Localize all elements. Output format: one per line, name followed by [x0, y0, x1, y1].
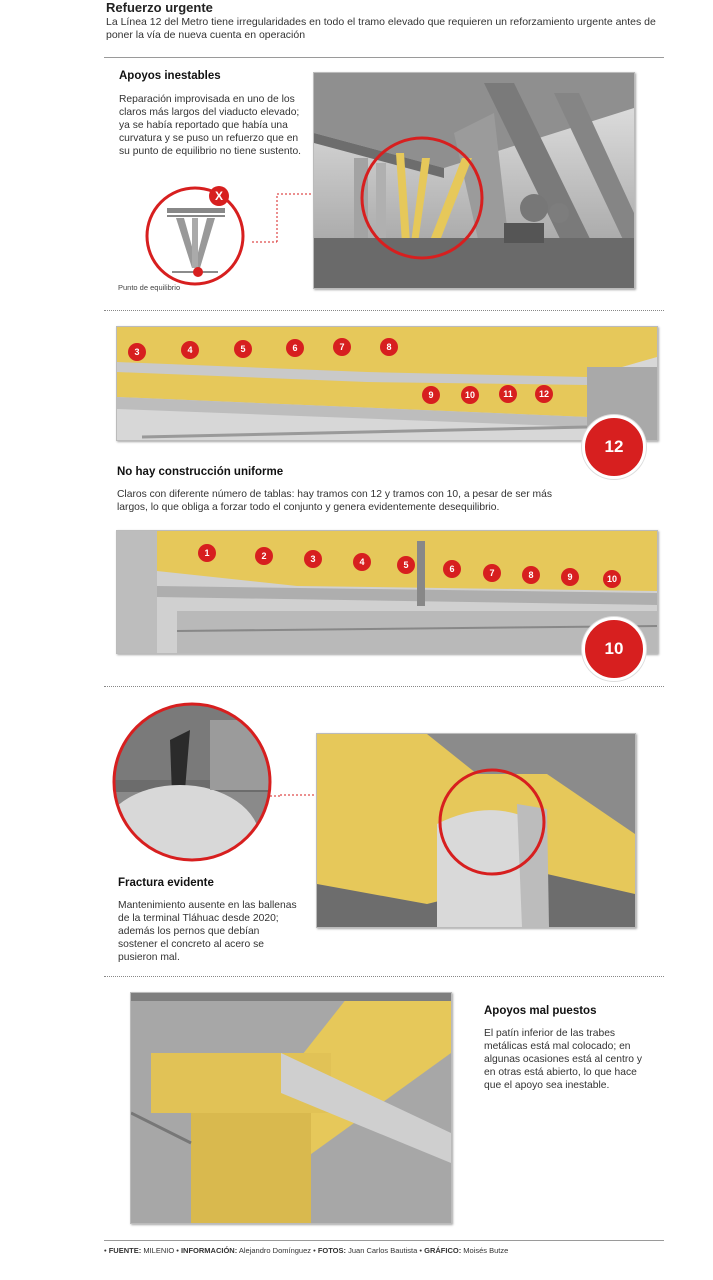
plank-number: 10	[464, 390, 476, 400]
page-title: Refuerzo urgente	[106, 0, 213, 15]
diagram-beam	[167, 208, 225, 213]
section-divider-3	[104, 976, 664, 977]
plank-number: 5	[240, 344, 246, 354]
header-divider	[104, 57, 664, 58]
plank-number: 5	[403, 560, 409, 570]
plank-number: 9	[428, 390, 434, 400]
girder-photo-12	[116, 326, 658, 441]
section4-body: El patín inferior de las trabes metálicas está mal colocado; en algunas ocasiones está al centro y en otras está abierto, lo que hace que el apoyo sea inestable.	[484, 1028, 642, 1091]
section4-heading: Apoyos mal puestos	[484, 1005, 597, 1017]
plank-number: 3	[134, 347, 140, 357]
diagram-beam-lower	[167, 215, 225, 217]
plank-count-badge-12: 12	[582, 415, 646, 479]
equilibrium-label: Punto de equilibrio	[118, 283, 181, 292]
credit-value: Moisés Butze	[463, 1246, 509, 1255]
plank-number: 4	[187, 345, 193, 355]
section-divider-1	[104, 310, 664, 311]
plank-number: 4	[359, 557, 365, 567]
credit-value: Juan Carlos Bautista	[348, 1246, 418, 1255]
section1-heading: Apoyos inestables	[119, 70, 221, 82]
credits: • FUENTE: MILENIO • INFORMACIÓN: Alejandro Domínguez • FOTOS: Juan Carlos Bautista • GRÁFICO: Moisés Butze	[104, 1246, 509, 1255]
plank-number: 9	[567, 572, 573, 582]
beam-junction-photo	[130, 992, 452, 1224]
viaduct-photo	[313, 72, 635, 289]
plank-number: 12	[538, 389, 550, 399]
section2-heading: No hay construcción uniforme	[117, 466, 284, 478]
plank-number: 6	[292, 343, 298, 353]
section-divider-2	[104, 686, 664, 687]
section1-body: Reparación improvisada en uno de los claros más largos del viaducto elevado; ya se había reportado que había una curvatura y se puso un refuerzo que en su punto de equilibrio no tiene sustento.	[119, 94, 302, 157]
credit-value: Alejandro Domínguez	[238, 1246, 312, 1255]
x-mark-label: X	[214, 189, 224, 203]
plank-number: 3	[310, 554, 316, 564]
plank-number: 7	[339, 342, 345, 352]
plank-count-badge-10: 10	[582, 617, 646, 681]
plank-number: 8	[386, 342, 392, 352]
section3-body: Mantenimiento ausente en las ballenas de la terminal Tláhuac desde 2020; además los pernos que debían sostener el concreto al acero se pusieron mal.	[118, 900, 297, 963]
plank-number: 8	[528, 570, 534, 580]
pier-photo	[316, 733, 636, 928]
diagram-support-center	[192, 218, 198, 268]
credit-value: MILENIO	[143, 1246, 175, 1255]
equilibrium-point-icon	[193, 267, 203, 277]
plank-number: 7	[489, 568, 495, 578]
credit-label: INFORMACIÓN:	[180, 1246, 238, 1255]
girder-photo-10	[116, 530, 658, 654]
page-subtitle: La Línea 12 del Metro tiene irregularidades en todo el tramo elevado que requieren un reforzamiento urgente antes de poner la vía de nueva cuenta en operación	[106, 16, 656, 41]
plank-number: 11	[503, 389, 513, 399]
plank-number: 1	[204, 548, 210, 558]
credit-label: GRÁFICO:	[424, 1246, 462, 1255]
fracture-closeup	[110, 700, 280, 870]
plank-number: 6	[449, 564, 455, 574]
credit-label: FOTOS:	[317, 1246, 347, 1255]
plank-number: 10	[606, 574, 618, 584]
section2-body: Claros con diferente número de tablas: hay tramos con 12 y tramos con 10, a pesar de ser más largos, lo que obliga a forzar todo el conjunto y genera evidentemente desequilibrio.	[117, 489, 552, 513]
credit-label: FUENTE:	[108, 1246, 142, 1255]
section3-heading: Fractura evidente	[118, 877, 214, 889]
footer-divider	[104, 1240, 664, 1241]
plank-number: 2	[261, 551, 267, 561]
